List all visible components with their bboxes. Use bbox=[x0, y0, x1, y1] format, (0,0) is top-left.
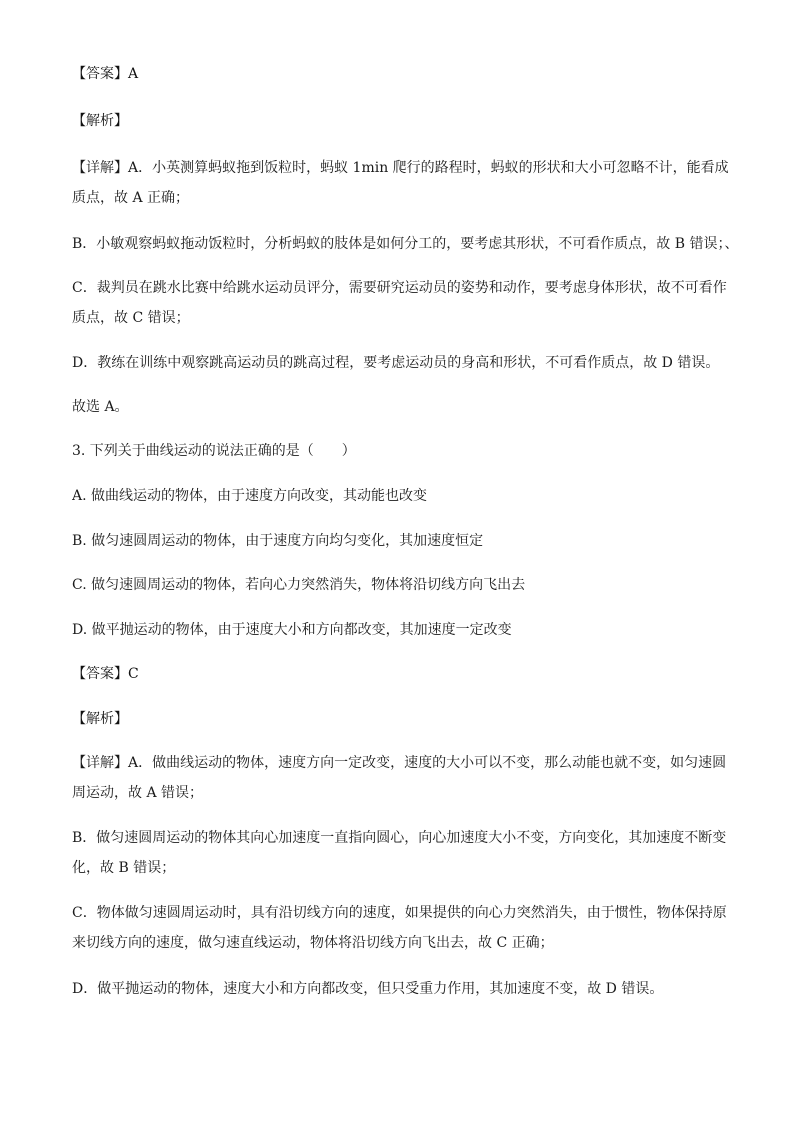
detail3-d-line: D．做平抛运动的物体，速度大小和方向都改变，但只受重力作用，其加速度不变，故 D 错误。 bbox=[72, 981, 664, 997]
detail3-a-line-2: 周运动，故 A 错误； bbox=[72, 785, 204, 801]
option-d: D. 做平抛运动的物体，由于速度大小和方向都改变，其加速度一定改变 bbox=[72, 622, 512, 638]
answer-label-q3: 【答案】C bbox=[72, 666, 139, 682]
detail3-a-line-1: 【详解】A．做曲线运动的物体，速度方向一定改变，速度的大小可以不变，那么动能也就不变，如匀速圆 bbox=[72, 755, 727, 771]
detail-b-line: B．小敏观察蚂蚁拖动饭粒时，分析蚂蚁的肢体是如何分工的，要考虑其形状，不可看作质点，故 B 错误；、 bbox=[72, 236, 739, 252]
analysis-label-q3: 【解析】 bbox=[72, 711, 128, 727]
detail3-c-line-1: C．物体做匀速圆周运动时，具有沿切线方向的速度，如果提供的向心力突然消失，由于惯性，物体保持原 bbox=[72, 905, 727, 921]
question-3-stem: 3. 下列关于曲线运动的说法正确的是（ ） bbox=[72, 443, 356, 459]
detail-a-line-1: 【详解】A．小英测算蚂蚁拖到饭粒时，蚂蚁 1min 爬行的路程时，蚂蚁的形状和大小可忽略不计，能看成 bbox=[72, 160, 729, 176]
conclusion-q2: 故选 A。 bbox=[72, 399, 129, 415]
detail-a-line-2: 质点，故 A 正确； bbox=[72, 190, 190, 206]
option-c: C. 做匀速圆周运动的物体，若向心力突然消失，物体将沿切线方向飞出去 bbox=[72, 577, 526, 593]
detail3-c-line-2: 来切线方向的速度，做匀速直线运动，物体将沿切线方向飞出去，故 C 正确； bbox=[72, 935, 554, 951]
detail3-b-line-1: B．做匀速圆周运动的物体其向心加速度一直指向圆心，向心加速度大小不变，方向变化，其加速度不断变 bbox=[72, 830, 727, 846]
option-b: B. 做匀速圆周运动的物体，由于速度方向均匀变化，其加速度恒定 bbox=[72, 533, 484, 549]
detail3-b-line-2: 化，故 B 错误； bbox=[72, 860, 176, 876]
detail-d-line: D．教练在训练中观察跳高运动员的跳高过程，要考虑运动员的身高和形状，不可看作质点，故 D 错误。 bbox=[72, 355, 720, 371]
detail-c-line-1: C．裁判员在跳水比赛中给跳水运动员评分，需要研究运动员的姿势和动作，要考虑身体形状，故不可看作 bbox=[72, 280, 727, 296]
option-a: A. 做曲线运动的物体，由于速度方向改变，其动能也改变 bbox=[72, 488, 428, 504]
detail-c-line-2: 质点，故 C 错误； bbox=[72, 310, 190, 326]
analysis-label-q2: 【解析】 bbox=[72, 113, 128, 129]
answer-label-q2: 【答案】A bbox=[72, 66, 139, 82]
